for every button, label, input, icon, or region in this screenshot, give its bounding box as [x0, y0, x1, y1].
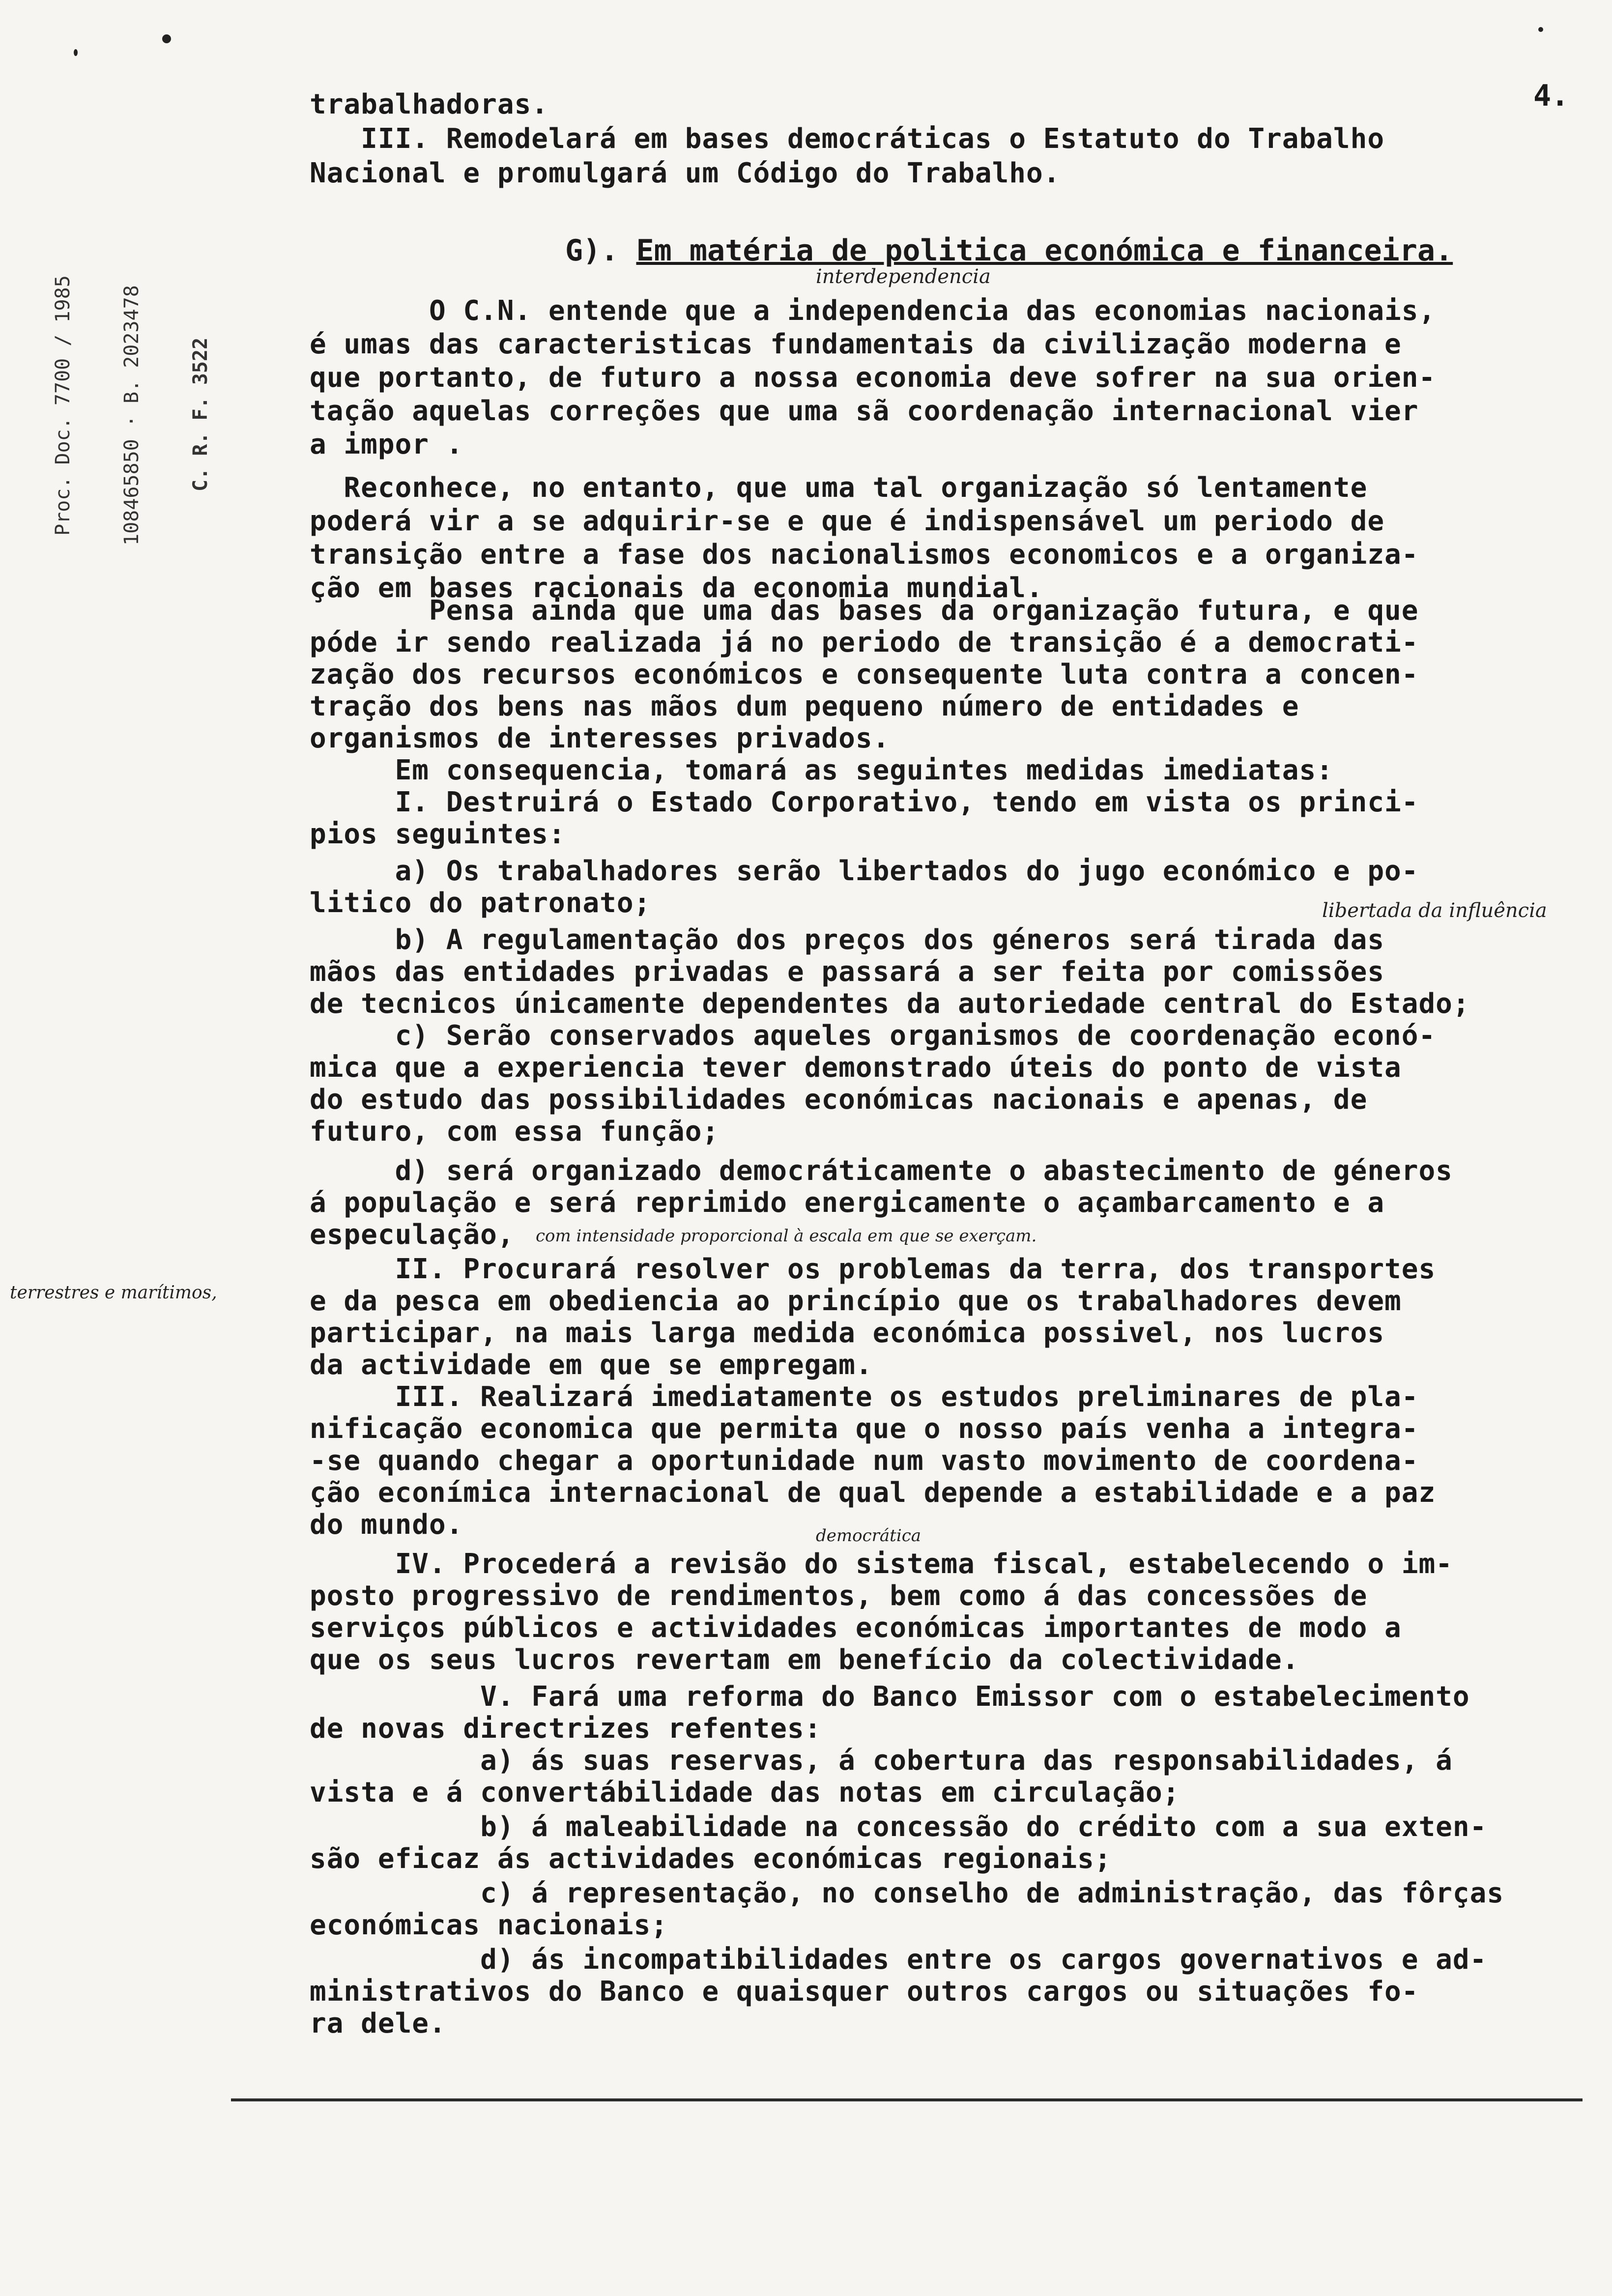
- ink-speck: [74, 49, 78, 56]
- text-line: e da pesca em obediencia ao princípio que os trabalhadores devem: [310, 1285, 1402, 1317]
- text-line: tração dos bens nas mãos dum pequeno número de entidades e: [310, 690, 1299, 722]
- text-line: ministrativos do Banco e quaisquer outros cargos ou situações fo-: [310, 1976, 1419, 2008]
- text-line: póde ir sendo realizada já no periodo de transição é a democrati-: [310, 627, 1419, 659]
- text-line: pios seguintes:: [310, 818, 566, 850]
- archive-stamp-c: C. R. F. 3522: [189, 337, 212, 491]
- text-line: futuro, com essa função;: [310, 1116, 720, 1148]
- text-line: Em consequencia, tomará as seguintes medidas imediatas:: [310, 754, 1333, 786]
- ink-speck: [162, 34, 171, 43]
- text-line: ra dele.: [310, 2008, 446, 2039]
- text-line: d) ás incompatibilidades entre os cargos governativos e ad-: [310, 1944, 1487, 1976]
- text-line: litico do patronato;: [310, 887, 651, 919]
- text-line: b) á maleabilidade na concessão do crédito com a sua exten-: [310, 1811, 1487, 1843]
- text-line: O C.N. entende que a independencia das economias nacionais,: [310, 295, 1436, 327]
- text-line: Pensa ainda que uma das bases da organização futura, e que: [310, 595, 1419, 627]
- handwritten-interdependencia: interdependencia: [816, 265, 991, 288]
- text-line: organismos de interesses privados.: [310, 722, 890, 754]
- page-number: 4.: [1533, 79, 1569, 113]
- text-line: a) Os trabalhadores serão libertados do jugo económico e po-: [310, 855, 1419, 887]
- heading-prefix: G).: [565, 233, 636, 268]
- text-line: b) A regulamentação dos preços dos géneros será tirada das: [310, 924, 1385, 956]
- handwritten-terrestres: terrestres e marítimos,: [10, 1283, 217, 1303]
- text-line: -se quando chegar a oportunidade num vasto movimento de coordena-: [310, 1445, 1419, 1477]
- text-line: zação dos recursos económicos e consequente luta contra a concen-: [310, 659, 1419, 690]
- bottom-rule: [231, 2098, 1583, 2101]
- text-line: IV. Procederá a revisão do sistema fiscal, estabelecendo o im-: [310, 1548, 1453, 1580]
- text-line: Reconhece, no entanto, que uma tal organização só lentamente: [310, 472, 1368, 504]
- text-line: são eficaz ás actividades económicas regionais;: [310, 1843, 1112, 1875]
- text-line: poderá vir a se adquirir-se e que é indispensável um periodo de: [310, 505, 1385, 537]
- text-line: do estudo das possibilidades económicas nacionais e apenas, de: [310, 1084, 1368, 1116]
- handwritten-libertada: libertada da influência: [1322, 899, 1547, 922]
- text-line: participar, na mais larga medida económica possivel, nos lucros: [310, 1317, 1385, 1349]
- text-line: III. Remodelará em bases democráticas o Estatuto do Trabalho: [310, 123, 1385, 155]
- text-line: nificação economica que permita que o nosso país venha a integra-: [310, 1413, 1419, 1445]
- text-line: a) ás suas reservas, á cobertura das responsabilidades, á: [310, 1745, 1453, 1777]
- text-line: ção em bases racionais da economia mundial.: [310, 572, 1043, 604]
- text-line: económicas nacionais;: [310, 1909, 668, 1941]
- text-line: que os seus lucros revertam em benefício da colectividade.: [310, 1644, 1299, 1676]
- text-line: á população e será reprimido energicamente o açambarcamento e a: [310, 1187, 1385, 1219]
- archive-stamp-a: Proc. Doc. 7700 / 1985: [52, 275, 74, 536]
- text-line: é umas das caracteristicas fundamentais da civilização moderna e: [310, 328, 1402, 360]
- text-line: mica que a experiencia tever demonstrado úteis do ponto de vista: [310, 1052, 1402, 1084]
- section-heading: [565, 233, 1453, 268]
- text-line: especulação,: [310, 1219, 515, 1251]
- text-line: serviços públicos e actividades económicas importantes de modo a: [310, 1612, 1402, 1644]
- text-line: de novas directrizes refentes:: [310, 1713, 822, 1745]
- text-line: ção econímica internacional de qual depende a estabilidade e a paz: [310, 1477, 1436, 1509]
- text-line: vista e á convertábilidade das notas em circulação;: [310, 1777, 1180, 1808]
- handwritten-democratica: democrática: [816, 1526, 921, 1546]
- text-line: III. Realizará imediatamente os estudos preliminares de pla-: [310, 1381, 1419, 1413]
- text-line: tação aquelas correções que uma sã coordenação internacional vier: [310, 395, 1419, 427]
- text-line: a impor .: [310, 429, 463, 460]
- text-line: mãos das entidades privadas e passará a ser feita por comissões: [310, 956, 1385, 988]
- text-line: II. Procurará resolver os problemas da terra, dos transportes: [310, 1253, 1436, 1285]
- text-line: que portanto, de futuro a nossa economia deve sofrer na sua orien-: [310, 362, 1436, 394]
- text-line: da actividade em que se empregam.: [310, 1349, 873, 1381]
- text-line: c) á representação, no conselho de administração, das fôrças: [310, 1877, 1504, 1909]
- handwritten-intensidade: com intensidade proporcional à escala em que se exerçam.: [536, 1226, 1037, 1246]
- text-line: Nacional e promulgará um Código do Trabalho.: [310, 157, 1061, 189]
- text-line: trabalhadoras.: [310, 88, 549, 120]
- text-line: I. Destruirá o Estado Corporativo, tendo em vista os princi-: [310, 786, 1419, 818]
- text-line: de tecnicos únicamente dependentes da autoriedade central do Estado;: [310, 988, 1470, 1020]
- text-line: posto progressivo de rendimentos, bem como á das concessões de: [310, 1580, 1368, 1612]
- text-line: V. Fará uma reforma do Banco Emissor com o estabelecimento: [310, 1681, 1470, 1713]
- text-line: d) será organizado democráticamente o abastecimento de géneros: [310, 1155, 1453, 1187]
- text-line: transição entre a fase dos nacionalismos economicos e a organiza-: [310, 539, 1419, 571]
- text-line: do mundo.: [310, 1509, 463, 1541]
- ink-speck: [1538, 27, 1543, 32]
- text-line: c) Serão conservados aqueles organismos de coordenação econó-: [310, 1020, 1436, 1052]
- heading-text: Em matéria de politica económica e financeira.: [636, 233, 1453, 268]
- archive-stamp-b: 108465850 · B. 2023478: [120, 285, 143, 545]
